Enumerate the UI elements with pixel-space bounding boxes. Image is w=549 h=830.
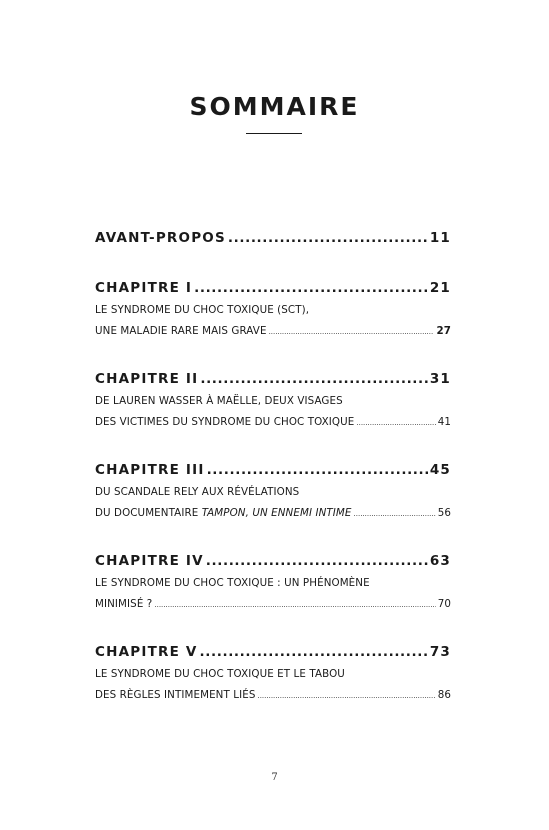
toc-entry-chapitre-3 (95, 458, 451, 524)
page-number: 7 (271, 772, 278, 783)
table-of-contents (95, 226, 451, 731)
toc-row[interactable] (95, 226, 451, 250)
toc-subtitle-line (95, 391, 451, 412)
toc-page-number: 73 (429, 644, 451, 660)
toc-page-number: 70 (437, 598, 451, 610)
toc-subtitle: DES VICTIMES DU SYNDROME DU CHOC TOXIQUE (95, 416, 355, 428)
toc-page-number: 45 (429, 462, 451, 478)
dot-leader (206, 549, 428, 573)
toc-subtitle: LE SYNDROME DU CHOC TOXIQUE (SCT), (95, 304, 310, 316)
toc-subtitle: MINIMISÉ ? (95, 598, 153, 610)
toc-row[interactable] (95, 321, 451, 342)
toc-subtitle-line (95, 664, 451, 685)
toc-row[interactable] (95, 685, 451, 706)
toc-page-number: 31 (429, 371, 451, 387)
toc-row[interactable] (95, 458, 451, 482)
dot-leader (200, 367, 427, 391)
toc-page-number: 63 (429, 553, 451, 569)
toc-label: CHAPITRE V (95, 644, 198, 660)
dot-leader (200, 640, 428, 664)
toc-row[interactable] (95, 412, 451, 433)
toc-subtitle-line (95, 482, 451, 503)
toc-row[interactable] (95, 549, 451, 573)
dot-leader (154, 595, 435, 615)
dot-leader (269, 322, 435, 342)
toc-label: CHAPITRE I (95, 280, 193, 296)
toc-row[interactable] (95, 503, 451, 524)
toc-row[interactable] (95, 640, 451, 664)
dot-leader (207, 458, 428, 482)
toc-label: CHAPITRE IV (95, 553, 204, 569)
toc-subtitle-line (95, 300, 451, 321)
toc-subtitle-prefix: DU DOCUMENTAIRE (95, 507, 202, 519)
toc-page-number: 56 (437, 507, 451, 519)
toc-row[interactable] (95, 367, 451, 391)
toc-subtitle-italic: TAMPON, UN ENNEMI INTIME (201, 507, 352, 519)
title-divider (246, 133, 302, 134)
toc-entry-avant-propos (95, 226, 451, 250)
toc-entry-chapitre-1 (95, 276, 451, 342)
toc-subtitle: DE LAUREN WASSER À MAËLLE, DEUX VISAGES (95, 395, 343, 407)
toc-entry-chapitre-4 (95, 549, 451, 615)
toc-page-number: 11 (429, 230, 451, 246)
toc-entry-chapitre-5 (95, 640, 451, 706)
page-title: SOMMAIRE (189, 92, 360, 121)
toc-subtitle (95, 503, 352, 524)
toc-subtitle: DES RÈGLES INTIMEMENT LIÉS (95, 689, 256, 701)
toc-subtitle-line (95, 573, 451, 594)
dot-leader (354, 504, 436, 524)
toc-label: CHAPITRE II (95, 371, 199, 387)
toc-subtitle: LE SYNDROME DU CHOC TOXIQUE : UN PHÉNOMÈNE (95, 577, 370, 589)
toc-subtitle: UNE MALADIE RARE MAIS GRAVE (95, 325, 267, 337)
dot-leader (356, 413, 435, 433)
toc-page-number: 27 (436, 325, 451, 337)
toc-page-number: 41 (437, 416, 451, 428)
toc-row[interactable] (95, 276, 451, 300)
toc-row[interactable] (95, 594, 451, 615)
toc-page-number: 86 (437, 689, 451, 701)
dot-leader (194, 276, 428, 300)
toc-page-number: 21 (429, 280, 451, 296)
toc-entry-chapitre-2 (95, 367, 451, 433)
toc-subtitle: DU SCANDALE RELY AUX RÉVÉLATIONS (95, 486, 300, 498)
dot-leader (257, 686, 435, 706)
toc-label: AVANT-PROPOS (95, 230, 226, 246)
toc-subtitle: LE SYNDROME DU CHOC TOXIQUE ET LE TABOU (95, 668, 345, 680)
toc-label: CHAPITRE III (95, 462, 205, 478)
dot-leader (228, 226, 428, 250)
